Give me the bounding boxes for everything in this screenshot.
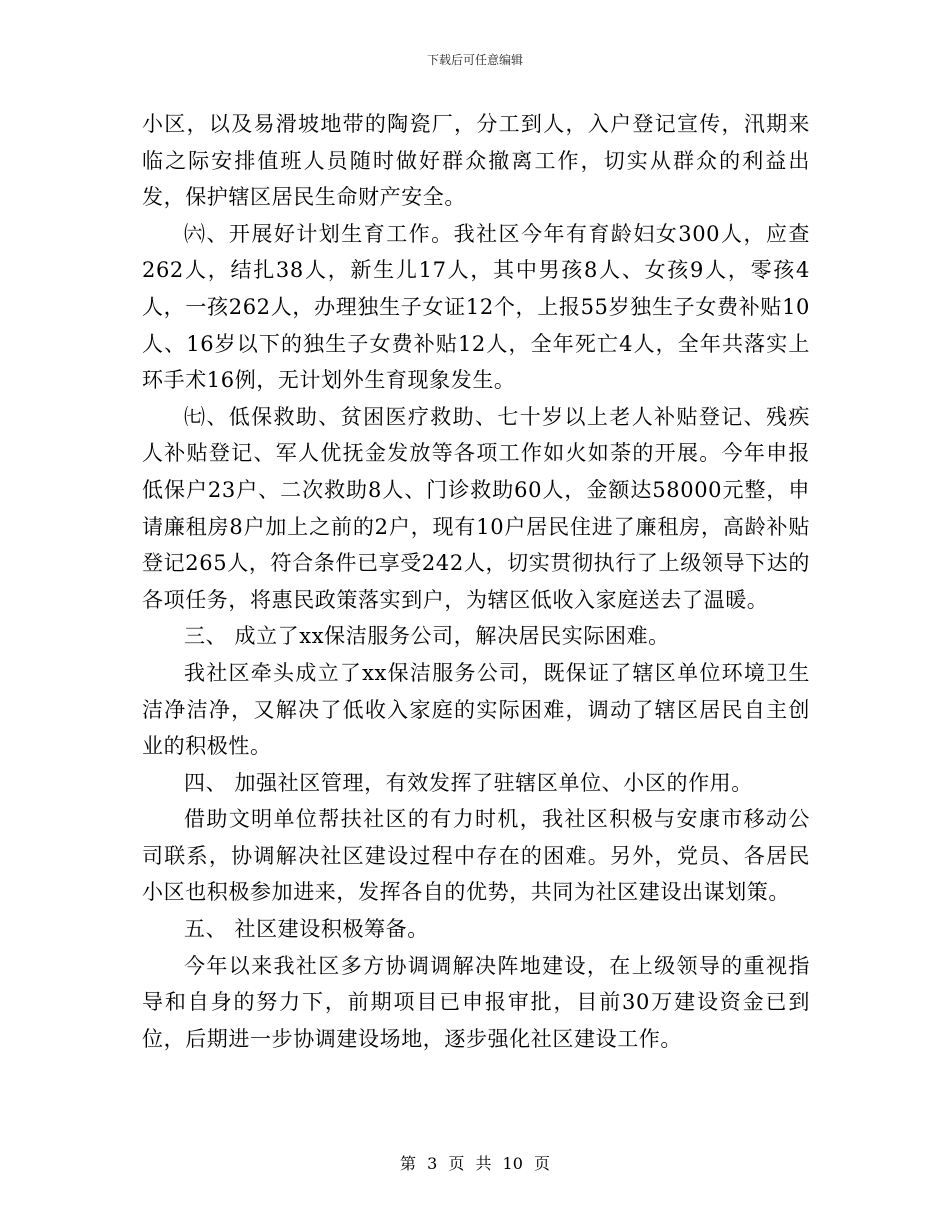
document-body [142,106,810,1057]
section-heading-5: 五、 社区建设积极筹备。 [184,917,429,942]
page-number-footer: 第 3 页 共 10 页 [400,1154,550,1173]
section-heading-4: 四、 加强社区管理，有效发挥了驻辖区单位、小区的作用。 [184,770,753,795]
paragraph-community-construction: 今年以来我社区多方协调调解决阵地建设，在上级领导的重视指导和自身的努力下，前期项目已申报审批，目前30万建设资金已到位，后期进一步协调建设场地，逐步强化社区建设工作。 [142,953,810,1051]
paragraph-cleaning-company: 我社区牵头成立了xx保洁服务公司，既保证了辖区单位环境卫生洁净洁净，又解决了低收入家庭的实际困难，调动了辖区居民自主创业的积极性。 [142,660,810,759]
page-header: 下载后可任意编辑 [426,53,523,67]
paragraph-continuation: 小区，以及易滑坡地带的陶瓷厂，分工到人，入户登记宣传，汛期来临之际安排值班人员随时做好群众撤离工作，切实从群众的利益出发，保护辖区居民生命财产安全。 [142,112,810,210]
paragraph-community-management: 借助文明单位帮扶社区的有力时机，我社区积极与安康市移动公司联系，协调解决社区建设过程中存在的困难。另外，党员、各居民小区也积极参加进来，发挥各自的优势，共同为社区建设出谋划策。 [142,807,810,905]
paragraph-family-planning: ㈥、开展好计划生育工作。我社区今年有育龄妇女300人，应查262人，结扎38人，新生儿17人，其中男孩8人、女孩9人，零孩4人，一孩262人，办理独生子女证12个，上报55岁独生子女费补贴10人、16岁以下的独生子女费补贴12人，全年死亡4人，全年共落实上环手术16例，无计划外生育现象发生。 [142,221,810,393]
paragraph-social-assistance: ㈦、低保救助、贫困医疗救助、七十岁以上老人补贴登记、残疾人补贴登记、军人优抚金发放等各项工作如火如荼的开展。今年申报低保户23户、二次救助8人、门诊救助60人，金额达58000元整，申请廉租房8户加上之前的2户，现有10户居民住进了廉租房，高龄补贴登记265人，符合条件已享受242人，切实贯彻执行了上级领导下达的各项任务，将惠民政策落实到户，为辖区低收入家庭送去了温暖。 [142,404,810,612]
section-heading-3: 三、 成立了xx保洁服务公司，解决居民实际困难。 [184,624,670,649]
